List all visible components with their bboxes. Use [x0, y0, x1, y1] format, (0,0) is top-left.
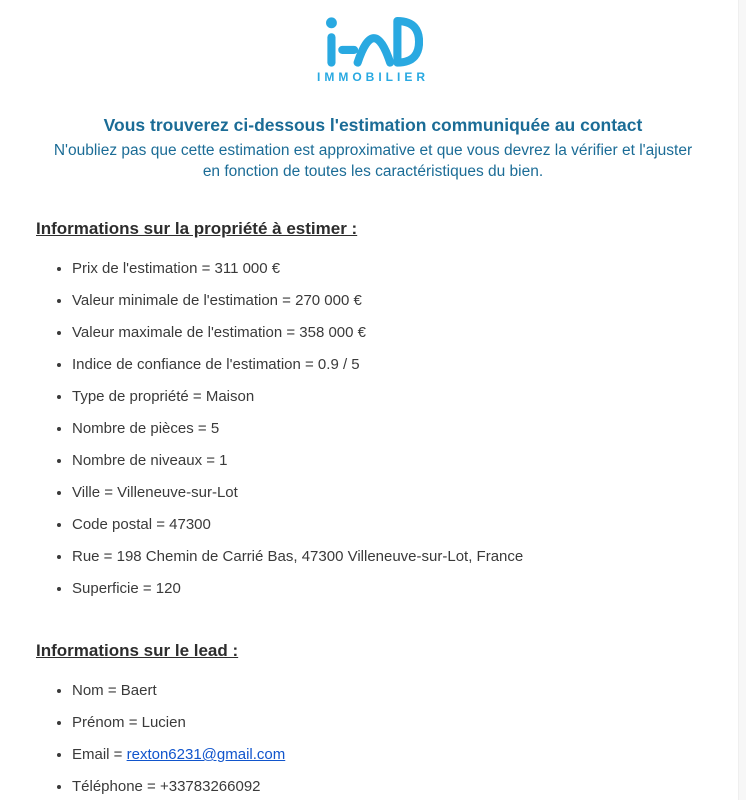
- property-section: [36, 219, 710, 599]
- section-heading-lead: Informations sur le lead :: [36, 641, 239, 660]
- list-item: • Téléphone = +33783266092: [72, 777, 710, 797]
- list-item: • Code postal = 47300: [72, 515, 710, 535]
- list-item: • Superficie = 120: [72, 579, 710, 599]
- list-item: • Rue = 198 Chemin de Carrié Bas, 47300 Villeneuve-sur-Lot, France: [72, 547, 710, 567]
- page-right-edge: [738, 0, 746, 800]
- list-item: • Nom = Baert: [72, 681, 710, 701]
- list-item: • Prénom = Lucien: [72, 713, 710, 733]
- lead-list: [36, 681, 710, 797]
- iad-logo-icon: [323, 12, 423, 68]
- section-heading-property: Informations sur la propriété à estimer :: [36, 219, 358, 238]
- list-item: • Type de propriété = Maison: [72, 387, 710, 407]
- list-item: • Prix de l'estimation = 311 000 €: [72, 259, 710, 279]
- logo-subtext: IMMOBILIER: [317, 70, 429, 84]
- property-list: [36, 259, 710, 599]
- list-item: • Valeur minimale de l'estimation = 270 000 €: [72, 291, 710, 311]
- iad-logo: [36, 8, 710, 84]
- list-item: • Nombre de pièces = 5: [72, 419, 710, 439]
- list-item: • Ville = Villeneuve-sur-Lot: [72, 483, 710, 503]
- page-subtitle: N'oubliez pas que cette estimation est approximative et que vous devrez la vérifier et l'ajuster en fonction de toutes les caractéristiques du bien.: [53, 142, 693, 180]
- list-item: • Valeur maximale de l'estimation = 358 000 €: [72, 323, 710, 343]
- list-item: • Nombre de niveaux = 1: [72, 451, 710, 471]
- list-item: • Email = rexton6231@gmail.com: [72, 745, 710, 765]
- page-title: Vous trouverez ci-dessous l'estimation communiquée au contact: [103, 115, 643, 135]
- email-link[interactable]: rexton6231@gmail.com: [126, 746, 286, 763]
- list-item: • Indice de confiance de l'estimation = 0.9 / 5: [72, 355, 710, 375]
- lead-section: [36, 641, 710, 797]
